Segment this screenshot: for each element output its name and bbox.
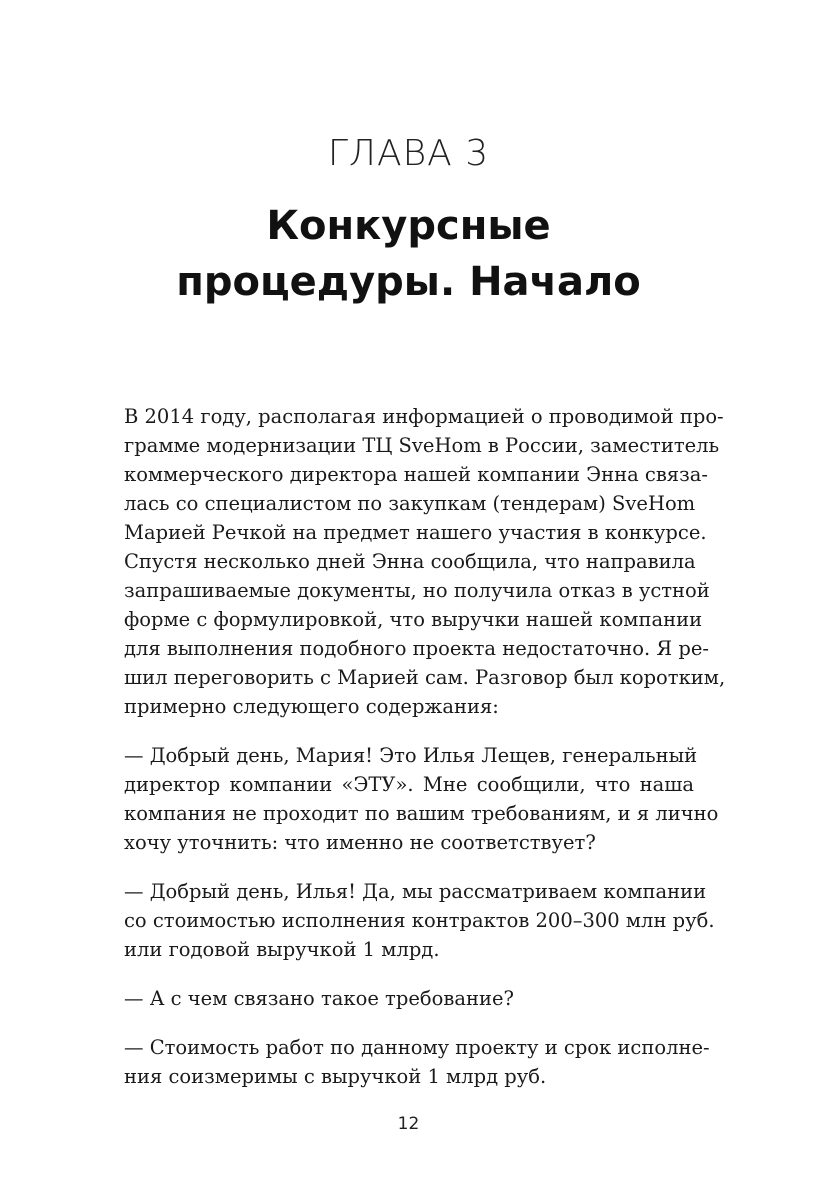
text-line: со стоимостью исполнения контрактов 200–300 млн руб. [124,909,715,932]
chapter-label: ГЛАВА 3 [327,133,490,174]
text-line: запрашиваемые документы, но получила отказ в устной [124,579,710,602]
paragraph [124,741,719,857]
text-line: для выполнения подобного проекта недостаточно. Я ре- [124,637,709,660]
paragraph [124,877,715,964]
text-line: форме с формулировкой, что выручки нашей компании [124,608,703,631]
text-line: — Добрый день, Илья! Да, мы рассматриваем компании [124,880,707,903]
paragraph [124,402,726,721]
text-line: Марией Речкой на предмет нашего участия в конкурсе. [124,521,707,544]
text-line: шил переговорить с Марией сам. Разговор был коротким, [124,666,726,689]
text-line: ния соизмеримы с выручкой 1 млрд руб. [124,1065,547,1088]
text-line: коммерческого директора нашей компании Энна связа- [124,463,708,486]
chapter-title-line: процедуры. Начало [176,259,641,305]
chapter-title [0,198,817,310]
text-line: Спустя несколько дней Энна сообщила, что направила [124,550,696,573]
text-line: или годовой выручкой 1 млрд. [124,938,440,961]
text-line: лась со специалистом по закупкам (тендерам) SveHom [124,492,696,515]
text-line: директор компании «ЭТУ». Мне сообщили, что наша [124,773,694,796]
paragraph [124,984,694,1013]
text-line: хочу уточнить: что именно не соответствует? [124,831,596,854]
text-line: грамме модернизации ТЦ SveHom в России, заместитель [124,434,720,457]
paragraph [124,1033,710,1091]
text-line: — Добрый день, Мария! Это Илья Лещев, генеральный [124,744,698,767]
chapter-title-line: Конкурсные [266,203,551,249]
page-number: 12 [397,1114,420,1134]
body-text [124,402,726,1111]
text-line: — А с чем связано такое требование? [124,987,514,1010]
text-line: — Стоимость работ по данному проекту и срок исполне- [124,1036,710,1059]
text-line: примерно следующего содержания: [124,695,499,718]
text-line: компания не проходит по вашим требованиям, и я лично [124,802,719,825]
text-line: В 2014 году, располагая информацией о проводимой про- [124,405,724,428]
